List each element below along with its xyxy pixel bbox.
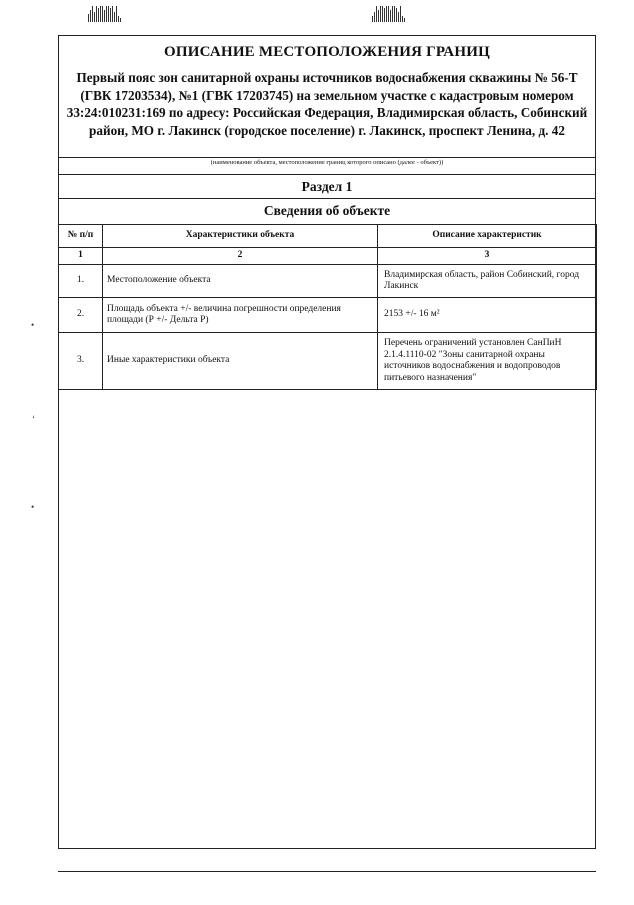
row-number: 3. xyxy=(59,333,103,390)
row-number: 2. xyxy=(59,298,103,333)
column-number: 3 xyxy=(378,248,597,265)
column-number: 1 xyxy=(59,248,103,265)
table-header-row xyxy=(59,225,597,248)
table-row xyxy=(59,333,597,390)
barcode-left xyxy=(88,6,121,22)
table-row xyxy=(59,265,597,298)
scan-mark: ‘ xyxy=(32,414,35,424)
column-number: 2 xyxy=(103,248,378,265)
column-number-row xyxy=(59,248,597,265)
table-row xyxy=(59,298,597,333)
row-characteristic: Иные характеристики объекта xyxy=(103,333,378,390)
divider xyxy=(59,198,595,199)
divider xyxy=(59,157,595,158)
document-title: ОПИСАНИЕ МЕСТОПОЛОЖЕНИЯ ГРАНИЦ xyxy=(164,44,490,60)
row-number: 1. xyxy=(59,265,103,298)
column-header: № п/п xyxy=(59,225,103,248)
row-characteristic: Местоположение объекта xyxy=(103,265,378,298)
column-header: Характеристики объекта xyxy=(103,225,378,248)
scan-mark: • xyxy=(31,502,35,512)
object-description: Первый пояс зон санитарной охраны источников водоснабжения скважины № 56-Т (ГВК 17203534), №1 (ГВК 17203745) на земельном участке с кадастровым номером 33:24:010231:169 по адресу: Российская Федерация, Владимирская область, Собинский район, МО г. Лакинск (городское поселение) г. Лакинск, проспект Ленина, д. 42 xyxy=(66,70,588,138)
object-info-table xyxy=(58,224,597,390)
document-frame xyxy=(58,35,596,849)
row-description: Перечень ограничений установлен СанПиН 2.1.4.1110-02 "Зоны санитарной охраны источников водоснабжения и водопроводов питьевого назначения" xyxy=(378,333,597,390)
section-name: Раздел 1 xyxy=(301,179,353,194)
scan-mark: • xyxy=(31,320,35,330)
divider xyxy=(59,174,595,175)
section-heading: Сведения об объекте xyxy=(263,203,391,218)
row-description: 2153 +/- 16 м² xyxy=(378,298,597,333)
footer-divider xyxy=(58,871,596,872)
row-description: Владимирская область, район Собинский, город Лакинск xyxy=(378,265,597,298)
row-characteristic: Площадь объекта +/- величина погрешности определения площади (Р +/- Дельта Р) xyxy=(103,298,378,333)
object-note: (наименование объекта, местоположение границ которого описано (далее - объект)) xyxy=(210,159,444,166)
column-header: Описание характеристик xyxy=(378,225,597,248)
barcode-right xyxy=(372,6,405,22)
